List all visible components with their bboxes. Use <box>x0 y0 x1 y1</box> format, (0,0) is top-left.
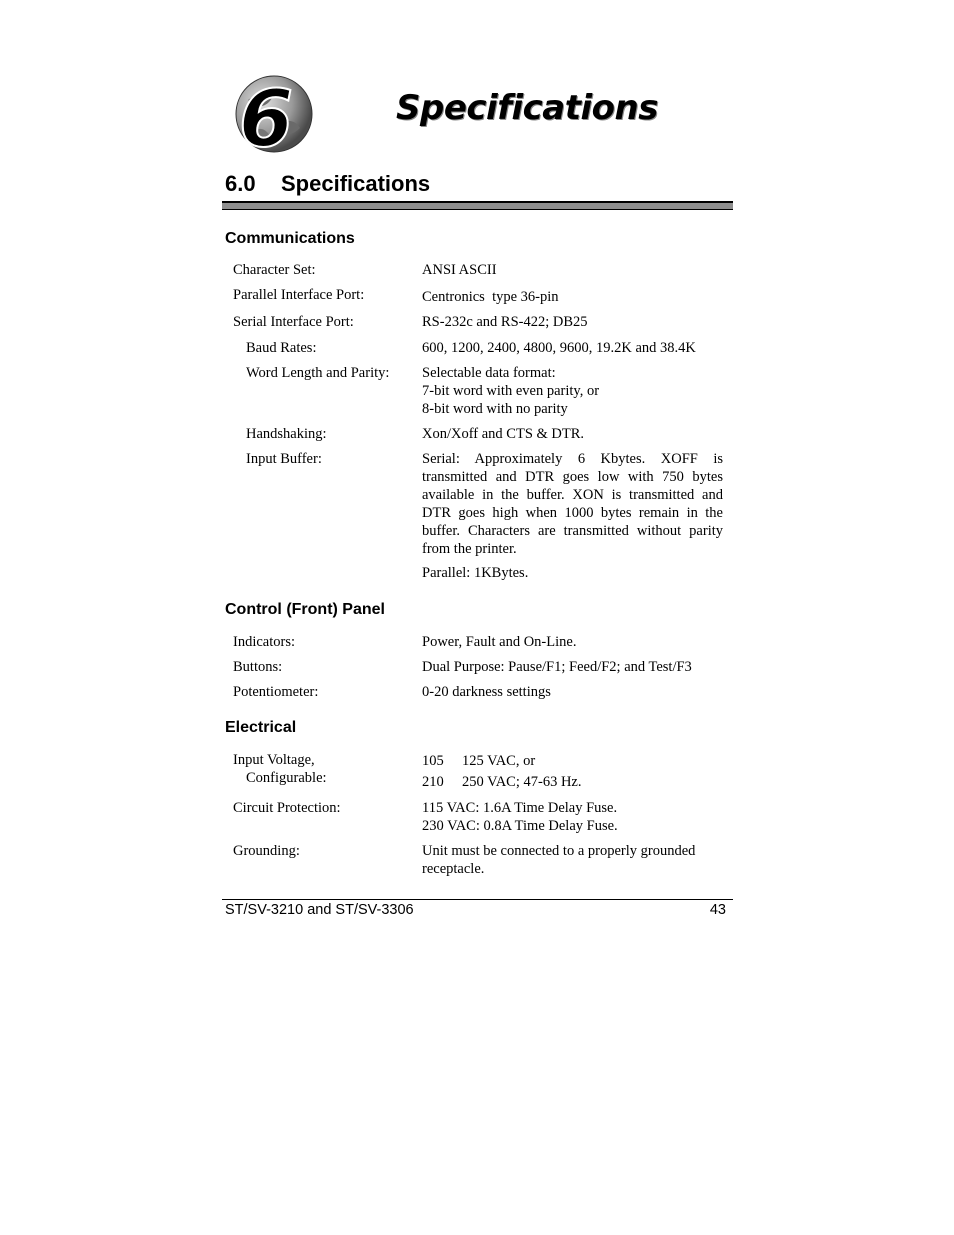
circuit-protection-label: Circuit Protection: <box>233 800 341 816</box>
control-panel-heading: Control (Front) Panel <box>225 601 385 618</box>
communications-heading: Communications <box>225 230 355 247</box>
chapter-title: Specifications <box>396 88 658 128</box>
word-length-line: 8-bit word with no parity <box>422 401 568 417</box>
input-voltage-label-line2: Configurable: <box>246 770 327 786</box>
fuse-line: 230 VAC: 0.8A Time Delay Fuse. <box>422 818 618 834</box>
voltage-low: 105 <box>422 753 444 769</box>
indicators-label: Indicators: <box>233 634 296 650</box>
section-title: Specifications <box>281 171 431 196</box>
potentiometer-value: 0-20 darkness settings <box>422 684 551 700</box>
serial-port-label: Serial Interface Port: <box>233 314 354 330</box>
footer-page-number: 43 <box>709 902 726 918</box>
chapter-number-globe-icon <box>226 70 314 158</box>
input-buffer-serial-value: Serial: Approximately 6 Kbytes. XOFF is transmitted and DTR goes low with 750 bytes available in the buffer. XON is transmitted and DTR goes high when 1000 bytes remain in the buffer. Characters are transmitted without parity from the printer. <box>422 451 723 557</box>
serial-port-value: RS-232c and RS-422; DB25 <box>422 314 588 330</box>
input-voltage-range-1 <box>422 752 723 770</box>
character-set-value: ANSI ASCII <box>422 262 497 278</box>
handshaking-value: Xon/Xoff and CTS & DTR. <box>422 426 585 442</box>
word-length-line: 7-bit word with even parity, or <box>422 383 600 399</box>
voltage-high: 250 VAC; 47-63 Hz. <box>462 774 582 790</box>
section-heading <box>225 171 430 197</box>
input-voltage-label: Input Voltage, <box>233 752 315 768</box>
circuit-protection-value <box>422 799 723 835</box>
section-number: 6.0 <box>225 171 256 196</box>
footer-rule <box>222 899 733 900</box>
footer-product: ST/SV-3210 and ST/SV-3306 <box>225 902 414 918</box>
buttons-label: Buttons: <box>233 659 283 675</box>
indicators-value: Power, Fault and On-Line. <box>422 634 577 650</box>
input-buffer-label: Input Buffer: <box>246 451 322 467</box>
word-length-value <box>422 364 723 418</box>
grounding-value: Unit must be connected to a properly grounded receptacle. <box>422 843 696 877</box>
fuse-line: 115 VAC: 1.6A Time Delay Fuse. <box>422 800 618 816</box>
grounding-label: Grounding: <box>233 843 300 859</box>
parallel-port-label: Parallel Interface Port: <box>233 287 365 303</box>
electrical-heading: Electrical <box>225 719 297 736</box>
baud-rates-label: Baud Rates: <box>246 340 317 356</box>
parallel-port-value: Centronics type 36-pin <box>422 289 559 305</box>
handshaking-label: Handshaking: <box>246 426 327 442</box>
section-heading-rule <box>222 201 733 210</box>
word-length-label: Word Length and Parity: <box>246 365 390 381</box>
buttons-value: Dual Purpose: Pause/F1; Feed/F2; and Test/F3 <box>422 659 692 675</box>
input-voltage-range-2 <box>422 773 723 791</box>
character-set-label: Character Set: <box>233 262 316 278</box>
voltage-high: 125 VAC, or <box>462 753 536 769</box>
chapter-number: 6 <box>238 75 294 158</box>
voltage-low: 210 <box>422 774 444 790</box>
baud-rates-value: 600, 1200, 2400, 4800, 9600, 19.2K and 38.4K <box>422 340 696 356</box>
input-buffer-parallel-value: Parallel: 1KBytes. <box>422 565 529 581</box>
potentiometer-label: Potentiometer: <box>233 684 319 700</box>
word-length-line: Selectable data format: <box>422 365 556 381</box>
